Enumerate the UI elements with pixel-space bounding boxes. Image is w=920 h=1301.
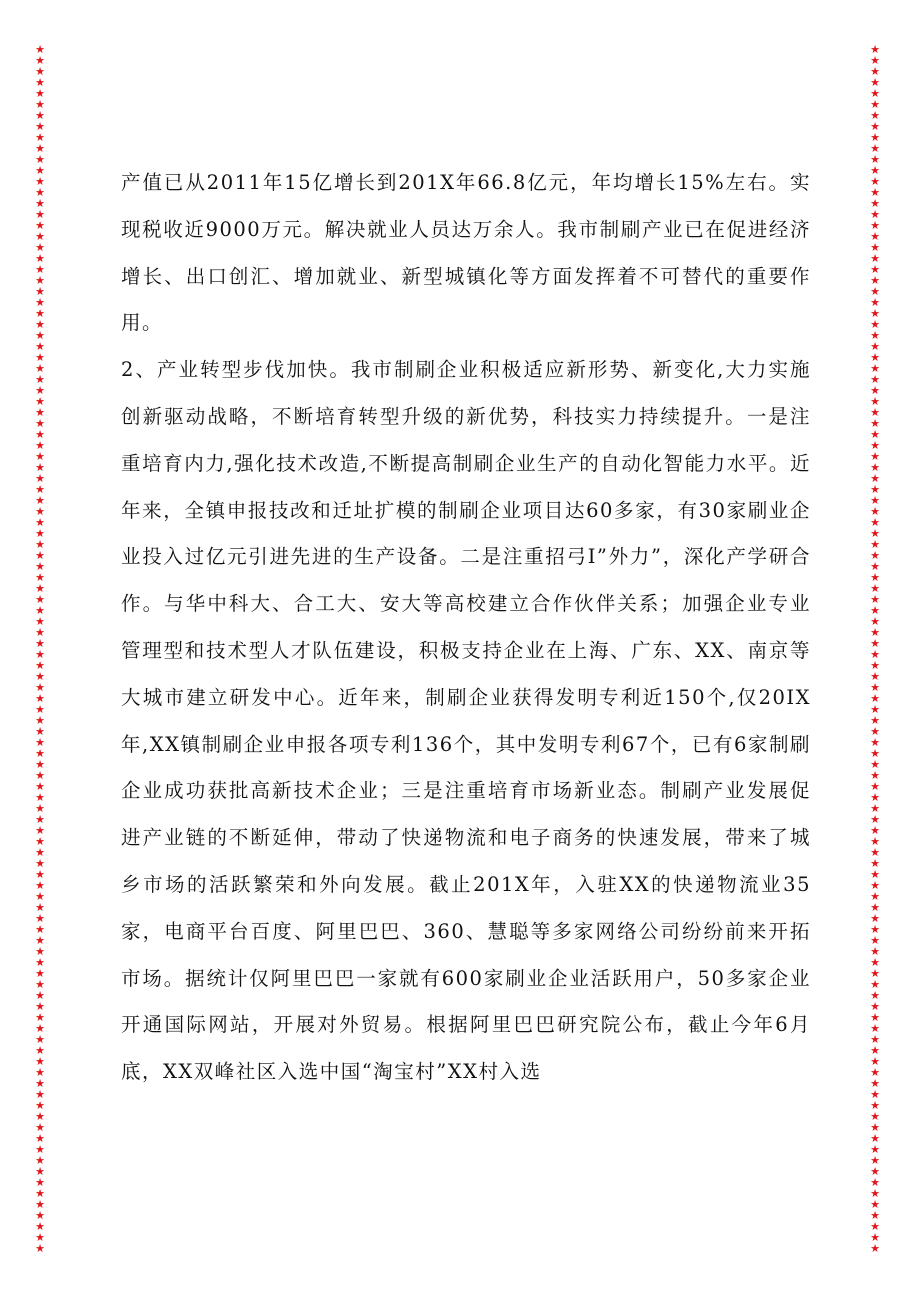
star-icon: ★ xyxy=(870,494,880,507)
star-icon: ★ xyxy=(35,615,45,628)
star-icon: ★ xyxy=(35,219,45,232)
star-icon: ★ xyxy=(35,725,45,738)
star-icon: ★ xyxy=(870,252,880,265)
star-icon: ★ xyxy=(35,703,45,716)
star-icon: ★ xyxy=(870,912,880,925)
star-icon: ★ xyxy=(870,153,880,166)
star-icon: ★ xyxy=(35,538,45,551)
star-icon: ★ xyxy=(870,439,880,452)
star-icon: ★ xyxy=(870,626,880,639)
paragraph-industry-transformation: 2、产业转型步伐加快。我市制刷企业积极适应新形势、新变化,大力实施创新驱动战略，不断培育转型升级的新优势，科技实力持续提升。一是注重培育内力,强化技术改造,不断提高制刷企业生产的自动化智能力水平。近年来，全镇申报技改和迁址扩模的制刷企业项目达60多家，有30家刷业企业投入过亿元引进先进的生产设备。二是注重招弓I”外力”，深化产学研合作。与华中科大、合工大、安大等高校建立合作伙伴关系；加强企业专业管理型和技术型人才队伍建设，积极支持企业在上海、广东、XX、南京等大城市建立研发中心。近年来，制刷企业获得发明专利近150个,仅20IX年,XX镇制刷企业申报各项专利136个，其中发明专利67个，已有6家制刷企业成功获批高新技术企业；三是注重培育市场新业态。制刷产业发展促进产业链的不断延伸，带动了快递物流和电子商务的快速发展，带来了城乡市场的活跃繁荣和外向发展。截止201X年，入驻XX的快递物流业35家，电商平台百度、阿里巴巴、360、慧聪等多家网络公司纷纷前来开拓市场。据统计仅阿里巴巴一家就有600家刷业企业活跃用户，50多家企业开通国际网站，开展对外贸易。根据阿里巴巴研究院公布，截止今年6月底，XX双峰社区入选中国“淘宝村”XX村入选 xyxy=(121,358,811,1084)
star-icon: ★ xyxy=(35,912,45,925)
star-icon: ★ xyxy=(35,164,45,177)
star-icon: ★ xyxy=(870,340,880,353)
star-icon: ★ xyxy=(870,1110,880,1123)
star-icon: ★ xyxy=(870,98,880,111)
star-icon: ★ xyxy=(35,780,45,793)
paragraph-output-value: 产值已从2011年15亿增长到201X年66.8亿元，年均增长15%左右。实现税收近9000万元。解决就业人员达万余人。我市制刷产业已在促进经济增长、出口创汇、增加就业、新型城镇化等方面发挥着不可替代的重要作用。 xyxy=(121,171,811,335)
star-icon: ★ xyxy=(35,1143,45,1156)
star-icon: ★ xyxy=(35,98,45,111)
star-icon: ★ xyxy=(870,1165,880,1178)
star-icon: ★ xyxy=(870,395,880,408)
star-icon: ★ xyxy=(870,604,880,617)
star-icon: ★ xyxy=(870,1231,880,1244)
star-icon: ★ xyxy=(870,824,880,837)
star-icon: ★ xyxy=(35,1055,45,1068)
star-icon: ★ xyxy=(35,582,45,595)
star-icon: ★ xyxy=(870,1099,880,1112)
star-icon: ★ xyxy=(35,1154,45,1167)
star-icon: ★ xyxy=(870,483,880,496)
star-icon: ★ xyxy=(870,879,880,892)
star-icon: ★ xyxy=(35,560,45,573)
star-icon: ★ xyxy=(870,1088,880,1101)
star-icon: ★ xyxy=(870,285,880,298)
star-icon: ★ xyxy=(870,1044,880,1057)
star-icon: ★ xyxy=(35,1121,45,1134)
star-icon: ★ xyxy=(35,340,45,353)
star-icon: ★ xyxy=(870,263,880,276)
star-icon: ★ xyxy=(870,307,880,320)
star-icon: ★ xyxy=(35,967,45,980)
star-icon: ★ xyxy=(870,296,880,309)
star-icon: ★ xyxy=(35,549,45,562)
star-icon: ★ xyxy=(35,1231,45,1244)
star-icon: ★ xyxy=(35,890,45,903)
star-icon: ★ xyxy=(35,846,45,859)
star-icon: ★ xyxy=(35,208,45,221)
star-icon: ★ xyxy=(870,1121,880,1134)
star-icon: ★ xyxy=(870,76,880,89)
star-icon: ★ xyxy=(870,329,880,342)
star-icon: ★ xyxy=(870,197,880,210)
star-icon: ★ xyxy=(870,593,880,606)
star-icon: ★ xyxy=(35,472,45,485)
star-icon: ★ xyxy=(870,681,880,694)
star-icon: ★ xyxy=(35,791,45,804)
star-icon: ★ xyxy=(870,1022,880,1035)
star-icon: ★ xyxy=(35,65,45,78)
star-icon: ★ xyxy=(870,802,880,815)
star-icon: ★ xyxy=(870,428,880,441)
star-icon: ★ xyxy=(35,329,45,342)
star-icon: ★ xyxy=(870,637,880,650)
star-icon: ★ xyxy=(870,142,880,155)
star-icon: ★ xyxy=(870,1242,880,1254)
star-icon: ★ xyxy=(35,1209,45,1222)
star-icon: ★ xyxy=(35,670,45,683)
star-icon: ★ xyxy=(870,1154,880,1167)
star-icon: ★ xyxy=(870,670,880,683)
left-star-border xyxy=(33,44,47,1254)
star-icon: ★ xyxy=(35,1000,45,1013)
star-icon: ★ xyxy=(35,142,45,155)
star-icon: ★ xyxy=(35,1187,45,1200)
star-icon: ★ xyxy=(35,351,45,364)
star-icon: ★ xyxy=(35,505,45,518)
star-icon: ★ xyxy=(35,1088,45,1101)
star-icon: ★ xyxy=(870,857,880,870)
star-icon: ★ xyxy=(35,868,45,881)
star-icon: ★ xyxy=(870,978,880,991)
star-icon: ★ xyxy=(870,1011,880,1024)
star-icon: ★ xyxy=(870,659,880,672)
star-icon: ★ xyxy=(35,1110,45,1123)
star-icon: ★ xyxy=(870,945,880,958)
star-icon: ★ xyxy=(35,120,45,133)
star-icon: ★ xyxy=(35,516,45,529)
star-icon: ★ xyxy=(35,450,45,463)
star-icon: ★ xyxy=(35,835,45,848)
star-icon: ★ xyxy=(870,967,880,980)
star-icon: ★ xyxy=(35,824,45,837)
star-icon: ★ xyxy=(870,417,880,430)
star-icon: ★ xyxy=(35,76,45,89)
star-icon: ★ xyxy=(35,1220,45,1233)
star-icon: ★ xyxy=(870,1176,880,1189)
star-icon: ★ xyxy=(35,769,45,782)
star-icon: ★ xyxy=(35,1242,45,1254)
star-icon: ★ xyxy=(870,989,880,1002)
star-icon: ★ xyxy=(870,615,880,628)
star-icon: ★ xyxy=(870,87,880,100)
star-icon: ★ xyxy=(35,439,45,452)
star-icon: ★ xyxy=(35,153,45,166)
star-icon: ★ xyxy=(35,384,45,397)
star-icon: ★ xyxy=(35,978,45,991)
star-icon: ★ xyxy=(870,780,880,793)
star-icon: ★ xyxy=(870,956,880,969)
star-icon: ★ xyxy=(35,1066,45,1079)
star-icon: ★ xyxy=(35,571,45,584)
star-icon: ★ xyxy=(35,692,45,705)
star-icon: ★ xyxy=(35,648,45,661)
star-icon: ★ xyxy=(870,1187,880,1200)
star-icon: ★ xyxy=(870,791,880,804)
star-icon: ★ xyxy=(35,285,45,298)
document-body xyxy=(121,160,811,1096)
star-icon: ★ xyxy=(35,1033,45,1046)
star-icon: ★ xyxy=(870,1143,880,1156)
star-icon: ★ xyxy=(870,703,880,716)
star-icon: ★ xyxy=(870,384,880,397)
star-icon: ★ xyxy=(35,263,45,276)
star-icon: ★ xyxy=(870,1066,880,1079)
star-icon: ★ xyxy=(35,1176,45,1189)
star-icon: ★ xyxy=(35,747,45,760)
star-icon: ★ xyxy=(870,44,880,56)
star-icon: ★ xyxy=(870,186,880,199)
star-icon: ★ xyxy=(35,714,45,727)
star-icon: ★ xyxy=(870,1033,880,1046)
star-icon: ★ xyxy=(35,802,45,815)
star-icon: ★ xyxy=(35,1198,45,1211)
star-icon: ★ xyxy=(870,725,880,738)
star-icon: ★ xyxy=(35,659,45,672)
star-icon: ★ xyxy=(870,472,880,485)
star-icon: ★ xyxy=(35,428,45,441)
star-icon: ★ xyxy=(870,164,880,177)
star-icon: ★ xyxy=(35,736,45,749)
star-icon: ★ xyxy=(35,1077,45,1090)
star-icon: ★ xyxy=(35,637,45,650)
star-icon: ★ xyxy=(35,197,45,210)
star-icon: ★ xyxy=(870,54,880,67)
star-icon: ★ xyxy=(870,208,880,221)
star-icon: ★ xyxy=(870,516,880,529)
star-icon: ★ xyxy=(35,1132,45,1145)
star-icon: ★ xyxy=(870,461,880,474)
star-icon: ★ xyxy=(35,857,45,870)
star-icon: ★ xyxy=(870,1198,880,1211)
star-icon: ★ xyxy=(870,1132,880,1145)
star-icon: ★ xyxy=(35,274,45,287)
star-icon: ★ xyxy=(870,175,880,188)
star-icon: ★ xyxy=(35,44,45,56)
star-icon: ★ xyxy=(870,241,880,254)
star-icon: ★ xyxy=(35,1011,45,1024)
star-icon: ★ xyxy=(870,648,880,661)
star-icon: ★ xyxy=(35,593,45,606)
star-icon: ★ xyxy=(35,87,45,100)
star-icon: ★ xyxy=(35,406,45,419)
star-icon: ★ xyxy=(35,923,45,936)
star-icon: ★ xyxy=(870,571,880,584)
star-icon: ★ xyxy=(35,681,45,694)
star-icon: ★ xyxy=(35,54,45,67)
star-icon: ★ xyxy=(870,527,880,540)
star-icon: ★ xyxy=(870,65,880,78)
star-icon: ★ xyxy=(870,120,880,133)
star-icon: ★ xyxy=(870,505,880,518)
star-icon: ★ xyxy=(870,747,880,760)
star-icon: ★ xyxy=(870,351,880,364)
star-icon: ★ xyxy=(870,230,880,243)
star-icon: ★ xyxy=(870,714,880,727)
star-icon: ★ xyxy=(35,1044,45,1057)
star-icon: ★ xyxy=(35,461,45,474)
star-icon: ★ xyxy=(870,692,880,705)
star-icon: ★ xyxy=(35,758,45,771)
star-icon: ★ xyxy=(870,890,880,903)
star-icon: ★ xyxy=(870,835,880,848)
star-icon: ★ xyxy=(35,296,45,309)
star-icon: ★ xyxy=(35,494,45,507)
star-icon: ★ xyxy=(870,549,880,562)
star-icon: ★ xyxy=(870,736,880,749)
star-icon: ★ xyxy=(870,538,880,551)
star-icon: ★ xyxy=(870,1055,880,1068)
star-icon: ★ xyxy=(870,1000,880,1013)
star-icon: ★ xyxy=(870,362,880,375)
star-icon: ★ xyxy=(870,373,880,386)
star-icon: ★ xyxy=(870,1209,880,1222)
star-icon: ★ xyxy=(870,406,880,419)
star-icon: ★ xyxy=(35,626,45,639)
star-icon: ★ xyxy=(35,989,45,1002)
star-icon: ★ xyxy=(870,274,880,287)
star-icon: ★ xyxy=(870,846,880,859)
star-icon: ★ xyxy=(870,934,880,947)
star-icon: ★ xyxy=(35,934,45,947)
star-icon: ★ xyxy=(35,131,45,144)
star-icon: ★ xyxy=(870,450,880,463)
star-icon: ★ xyxy=(870,131,880,144)
star-icon: ★ xyxy=(870,1220,880,1233)
star-icon: ★ xyxy=(35,1165,45,1178)
star-icon: ★ xyxy=(35,945,45,958)
star-icon: ★ xyxy=(35,373,45,386)
star-icon: ★ xyxy=(35,956,45,969)
star-icon: ★ xyxy=(870,769,880,782)
star-icon: ★ xyxy=(870,901,880,914)
star-icon: ★ xyxy=(35,362,45,375)
star-icon: ★ xyxy=(870,813,880,826)
star-icon: ★ xyxy=(35,175,45,188)
right-star-border xyxy=(868,44,882,1254)
star-icon: ★ xyxy=(870,582,880,595)
star-icon: ★ xyxy=(35,109,45,122)
star-icon: ★ xyxy=(35,252,45,265)
star-icon: ★ xyxy=(35,186,45,199)
star-icon: ★ xyxy=(35,417,45,430)
star-icon: ★ xyxy=(35,604,45,617)
star-icon: ★ xyxy=(870,758,880,771)
star-icon: ★ xyxy=(870,109,880,122)
star-icon: ★ xyxy=(35,241,45,254)
star-icon: ★ xyxy=(35,318,45,331)
star-icon: ★ xyxy=(870,1077,880,1090)
star-icon: ★ xyxy=(35,230,45,243)
star-icon: ★ xyxy=(870,923,880,936)
star-icon: ★ xyxy=(870,868,880,881)
star-icon: ★ xyxy=(35,901,45,914)
star-icon: ★ xyxy=(35,1099,45,1112)
star-icon: ★ xyxy=(35,813,45,826)
star-icon: ★ xyxy=(35,307,45,320)
star-icon: ★ xyxy=(870,219,880,232)
star-icon: ★ xyxy=(35,527,45,540)
star-icon: ★ xyxy=(35,1022,45,1035)
star-icon: ★ xyxy=(35,395,45,408)
star-icon: ★ xyxy=(870,560,880,573)
star-icon: ★ xyxy=(870,318,880,331)
star-icon: ★ xyxy=(35,879,45,892)
star-icon: ★ xyxy=(35,483,45,496)
